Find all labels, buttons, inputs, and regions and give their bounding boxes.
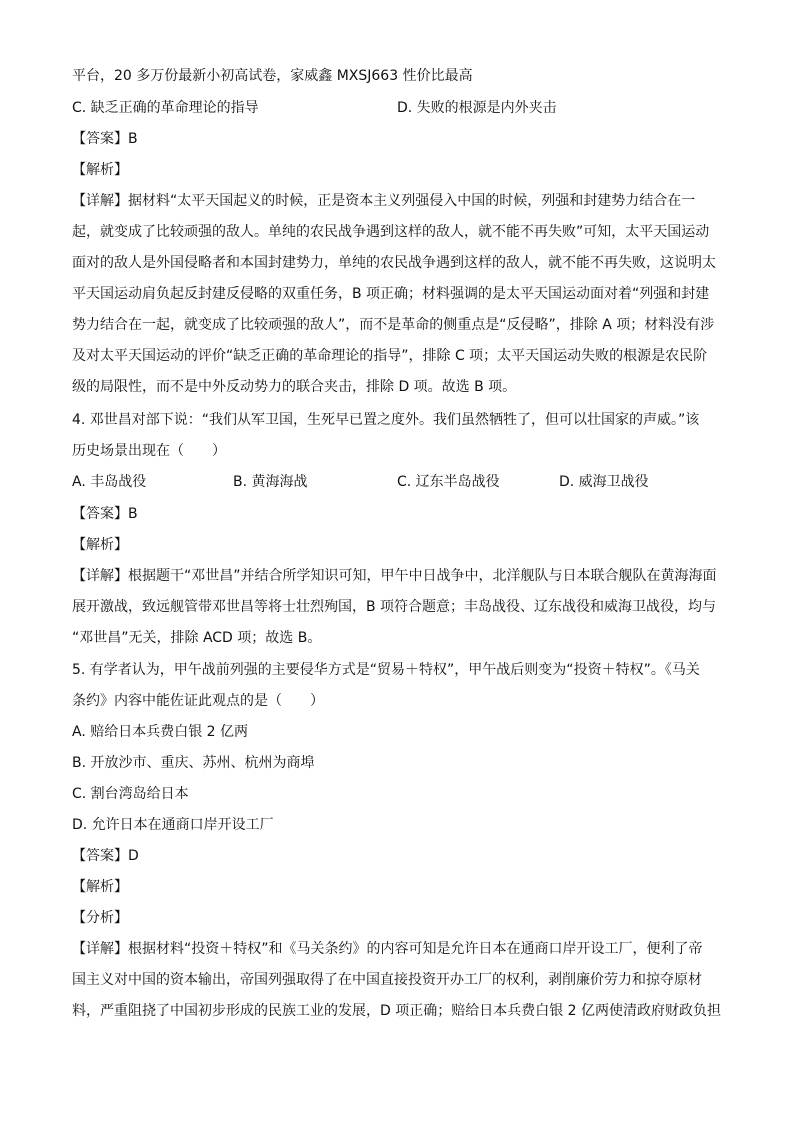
q5-analysis-label: 【解析】 xyxy=(72,879,128,895)
q5-answer: 【答案】D xyxy=(72,848,139,864)
q3-detail-line: 【详解】据材料“太平天国起义的时候，正是资本主义列强侵入中国的时候，列强和封建势力结合在一 xyxy=(72,193,696,209)
q3-answer: 【答案】B xyxy=(72,131,138,147)
q4-stem-line: 4. 邓世昌对部下说：“我们从军卫国，生死早已置之度外。我们虽然牺牲了，但可以壮国家的声威。”该 xyxy=(72,412,700,428)
q3-detail-line: 平天国运动肩负起反封建反侵略的双重任务，B 项正确；材料强调的是太平天国运动面对着“列强和封建 xyxy=(72,286,710,302)
q5-option-c: C. 割台湾岛给日本 xyxy=(72,786,189,802)
q5-option-a: A. 赔给日本兵费白银 2 亿两 xyxy=(72,724,249,740)
q4-detail-line: “邓世昌”无关，排除 ACD 项；故选 B。 xyxy=(72,630,322,646)
q4-answer: 【答案】B xyxy=(72,506,138,522)
q4-options-row xyxy=(72,472,722,492)
q3-detail-line: 起，就变成了比较顽强的敌人。单纯的农民战争遇到这样的敌人，就不能不再失败”可知，太平天国运动 xyxy=(72,224,710,240)
q4-detail-line: 【详解】根据题干“邓世昌”并结合所学知识可知，甲午中日战争中，北洋舰队与日本联合舰队在黄海海面 xyxy=(72,568,717,584)
q3-detail-line: 面对的敌人是外国侵略者和本国封建势力，单纯的农民战争遇到这样的敌人，就不能不再失败，这说明太 xyxy=(72,255,716,271)
q4-option-a: A. 丰岛战役 xyxy=(72,474,147,490)
q5-option-d: D. 允许日本在通商口岸开设工厂 xyxy=(72,817,274,833)
q3-detail-line: 级的局限性，而不是中外反动势力的联合夹击，排除 D 项。故选 B 项。 xyxy=(72,379,517,395)
q4-analysis-label: 【解析】 xyxy=(72,537,128,553)
q4-option-b: B. 黄海海战 xyxy=(233,474,308,490)
q3-option-d: D. 失败的根源是内外夹击 xyxy=(397,100,557,116)
q3-detail-line: 及对太平天国运动的评价“缺乏正确的革命理论的指导”，排除 C 项；太平天国运动失败的根源是农民阶 xyxy=(72,348,708,364)
q5-detail-line: 料，严重阻挠了中国初步形成的民族工业的发展，D 项正确；赔给日本兵费白银 2 亿两使清政府财政负担 xyxy=(72,1003,722,1019)
q5-stem-line: 5. 有学者认为，甲午战前列强的主要侵华方式是“贸易＋特权”，甲午战后则变为“投资＋特权”。《马关 xyxy=(72,662,700,678)
q3-option-c: C. 缺乏正确的革命理论的指导 xyxy=(72,100,259,116)
q3-detail-line: 势力结合在一起，就变成了比较顽强的敌人”，而不是革命的侧重点是“反侵略”，排除 A 项；材料没有涉 xyxy=(72,317,715,333)
q5-detail-line: 国主义对中国的资本输出，帝国列强取得了在中国直接投资开办工厂的权利，剥削廉价劳力和掠夺原材 xyxy=(72,972,702,988)
q4-detail-line: 展开激战，致远舰管带邓世昌等将士壮烈殉国，B 项符合题意；丰岛战役、辽东战役和威海卫战役，均与 xyxy=(72,599,717,615)
q5-fenxi-label: 【分析】 xyxy=(72,910,128,926)
q3-options-row xyxy=(72,98,722,118)
q5-detail-line: 【详解】根据材料“投资＋特权”和《马关条约》的内容可知是允许日本在通商口岸开设工厂，便利了帝 xyxy=(72,941,703,957)
q4-stem-line: 历史场景出现在（ ） xyxy=(72,443,226,459)
q4-option-c: C. 辽东半岛战役 xyxy=(397,474,500,490)
q5-stem-line: 条约》内容中能佐证此观点的是（ ） xyxy=(72,693,324,709)
q3-analysis-label: 【解析】 xyxy=(72,162,128,178)
header-ad-line: 平台，20 多万份最新小初高试卷，家威鑫 MXSJ663 性价比最高 xyxy=(72,68,473,84)
q5-option-b: B. 开放沙市、重庆、苏州、杭州为商埠 xyxy=(72,755,315,771)
q4-option-d: D. 威海卫战役 xyxy=(559,474,649,490)
